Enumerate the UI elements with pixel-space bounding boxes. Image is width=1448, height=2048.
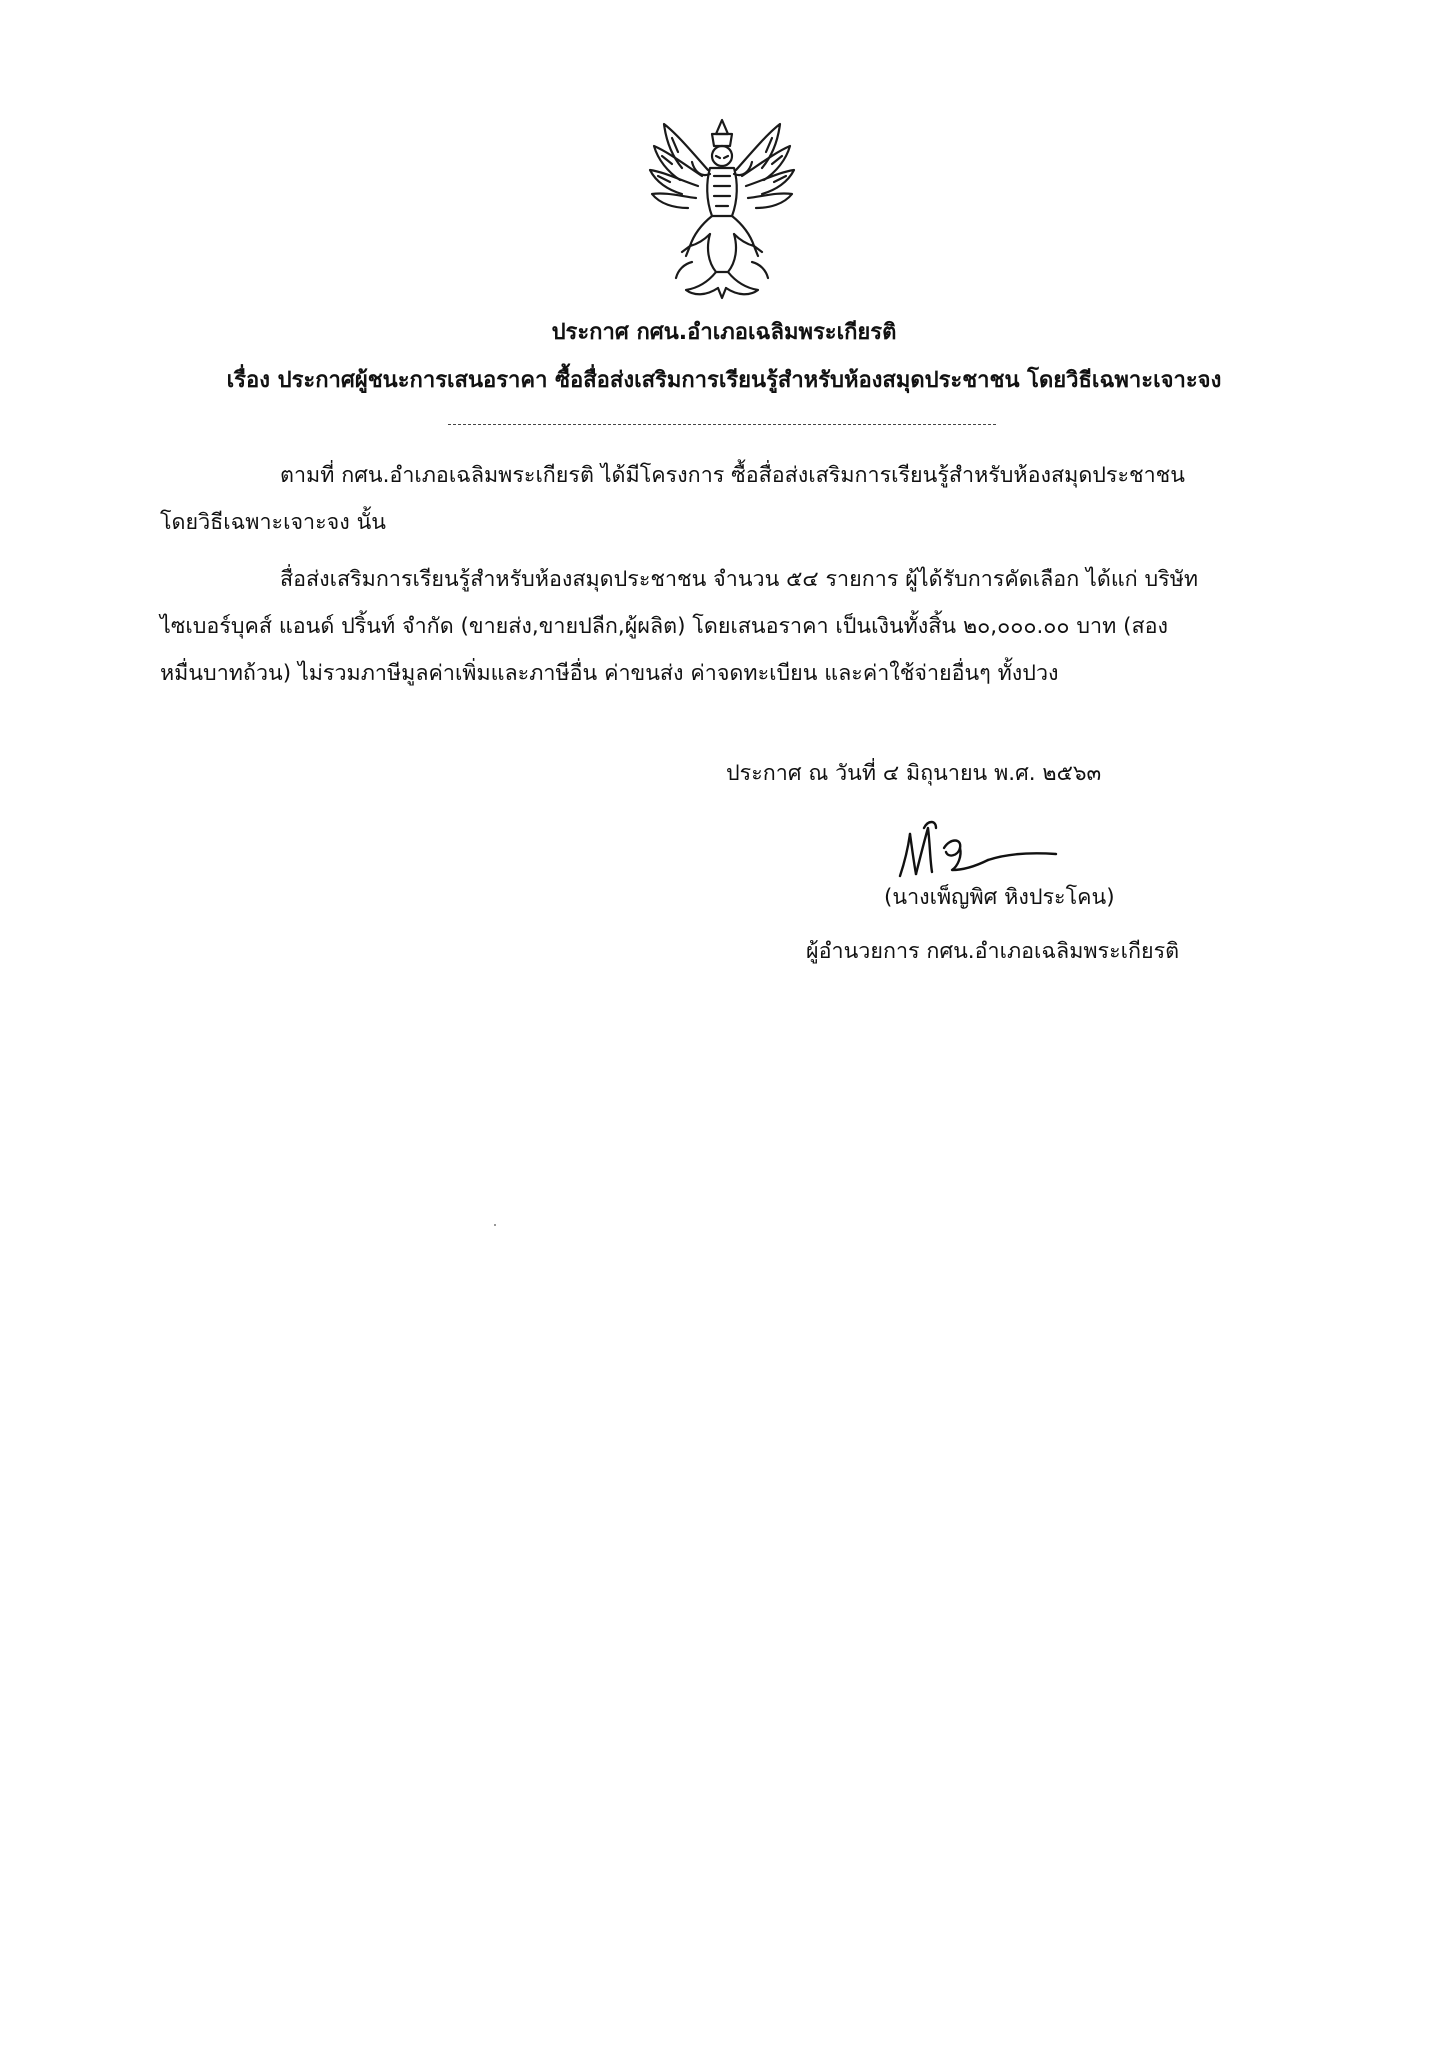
garuda-emblem-icon (632, 112, 812, 302)
body-paragraph-1-line-1: ตามที่ กศน.อำเภอเฉลิมพระเกียรติ ได้มีโครงการ ซื้อสื่อส่งเสริมการเรียนรู้สำหรับห้องสมุดประชาชน (280, 463, 1185, 488)
scan-speck (494, 1224, 496, 1226)
body-paragraph-2-line-2: ไซเบอร์บุคส์ แอนด์ ปริ้นท์ จำกัด (ขายส่ง,ขายปลีก,ผู้ผลิต) โดยเสนอราคา เป็นเงินทั้งสิ้น ๒๐,๐๐๐.๐๐ บาท (สอง (160, 614, 1169, 639)
announcement-subject: เรื่อง ประกาศผู้ชนะการเสนอราคา ซื้อสื่อส่งเสริมการเรียนรู้สำหรับห้องสมุดประชาชน โดยวิธีเฉพาะเจาะจง (226, 368, 1222, 393)
signer-name: (นางเพ็ญพิศ หิงประโคน) (884, 885, 1115, 910)
body-paragraph-2-line-3: หมื่นบาทถ้วน) ไม่รวมภาษีมูลค่าเพิ่มและภาษีอื่น ค่าขนส่ง ค่าจดทะเบียน และค่าใช้จ่ายอื่นๆ ทั้งปวง (160, 661, 1059, 686)
announcement-title: ประกาศ กศน.อำเภอเฉลิมพระเกียรติ (551, 320, 897, 345)
separator-line (448, 424, 996, 425)
announcement-date: ประกาศ ณ วันที่ ๔ มิถุนายน พ.ศ. ๒๕๖๓ (726, 761, 1102, 786)
signer-position: ผู้อำนวยการ กศน.อำเภอเฉลิมพระเกียรติ (806, 939, 1180, 964)
body-paragraph-2-line-1: สื่อส่งเสริมการเรียนรู้สำหรับห้องสมุดประชาชน จำนวน ๕๔ รายการ ผู้ได้รับการคัดเลือก ได้แก่ บริษัท (280, 567, 1199, 592)
body-paragraph-1-line-2: โดยวิธีเฉพาะเจาะจง นั้น (160, 510, 386, 535)
announcement-body (160, 452, 1288, 712)
